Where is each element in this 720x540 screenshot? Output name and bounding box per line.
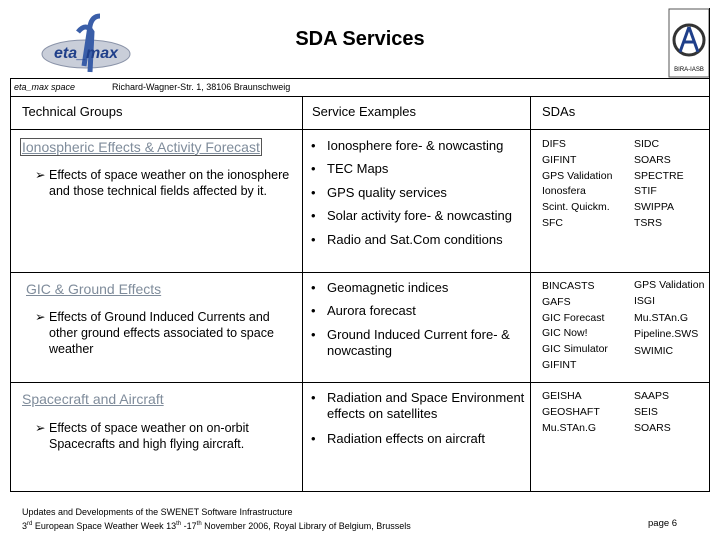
left-border [10,78,11,492]
sda-list-b [634,137,706,232]
sda-item: SEIS [634,405,658,418]
service-item: • Ionosphere fore- & nowcasting [311,138,504,153]
service-item: • Solar activity fore- & nowcasting [311,208,512,223]
sda-list-b [634,389,706,436]
sda-item: GEISHA [542,390,582,402]
column-divider-1 [302,96,303,492]
service-item: • TEC Maps [311,161,389,176]
column-header-rule [10,129,710,130]
service-item: • Geomagnetic indices [311,280,449,295]
sda-item: SWIPPA [634,201,675,214]
organization-address: Richard-Wagner-Str. 1, 38106 Braunschweig [112,82,291,92]
sda-item: GAFS [542,295,571,308]
service-item: • Radio and Sat.Com conditions [311,232,503,247]
sda-item: SPECTRE [634,169,684,182]
arrow-bullet-icon: ➢ [35,168,46,182]
service-item: • GPS quality services [311,185,447,200]
column-header-service-examples: Service Examples [312,104,417,119]
service-item: • Radiation and Space Environment effects on satellites [311,390,525,421]
column-header-sdas: SDAs [542,104,576,119]
sda-item: BINCASTS [542,280,595,292]
sda-item: ISGI [634,295,656,308]
sda-item: SWIMIC [634,344,674,357]
sda-list-a [542,389,630,436]
page-title: SDA Services [295,28,425,50]
sda-list-a [542,137,630,232]
footer-text [22,506,411,532]
sda-item: Mu.STAn.G [634,311,689,324]
service-item: • Aurora forecast [311,303,416,318]
group-description: ➢ Effects of space weather on on-orbit Spacecrafts and high flying aircraft. [35,421,249,451]
sda-item: STIF [634,185,657,198]
sda-item: TSRS [634,216,663,229]
sda-item: Scint. Quickm. [542,201,610,214]
footer-line-2: 3rd European Space Weather Week 13th -17th November 2006, Royal Library of Belgium, Brussels [22,521,411,531]
group-title: Spacecraft and Aircraft [22,391,164,407]
sda-item: DIFS [542,138,566,150]
header-rule [10,78,710,79]
sda-item: GIFINT [542,358,577,371]
service-item: • Ground Induced Current fore- & nowcasting [311,327,510,358]
table-bottom-rule [10,491,710,492]
sda-item: Mu.STAn.G [542,421,597,434]
arrow-bullet-icon: ➢ [35,310,46,324]
sda-list-a [542,279,630,374]
sda-item: SIDC [634,138,660,150]
page-number: page 6 [648,518,678,529]
sda-item: SOARS [634,421,671,434]
column-header-technical-groups: Technical Groups [22,104,123,119]
bira-logo-text: BIRA-IASB [674,67,704,73]
sda-item: SOARS [634,153,671,166]
logo-wordmark: eta_max [54,45,119,62]
sda-item: SFC [542,216,563,229]
group-description: ➢ Effects of Ground Induced Currents and other ground effects associated to space weather [35,310,274,356]
sda-list-b [634,279,708,358]
organization-name: eta_max space [14,82,76,92]
group-description: ➢ Effects of space weather on the ionosphere and those technical fields affected by it. [35,168,290,198]
sda-item: Pipeline.SWS [634,328,699,341]
sda-item: SAAPS [634,390,670,402]
sda-item: GIC Now! [542,327,588,340]
row-divider-1 [10,272,710,273]
row-divider-2 [10,382,710,383]
service-item: • Radiation effects on aircraft [311,431,486,446]
column-divider-2 [530,96,531,492]
table-top-rule [10,96,710,97]
group-title: GIC & Ground Effects [26,281,162,297]
sda-item: Ionosfera [542,185,586,198]
sda-item: GIFINT [542,153,577,166]
sda-item: GPS Validation [634,279,705,291]
footer-line-1: Updates and Developments of the SWENET Software Infrastructure [22,507,293,517]
sda-item: GEOSHAFT [542,405,600,418]
sda-item: GPS Validation [542,169,613,182]
arrow-bullet-icon: ➢ [35,421,46,435]
sda-item: GIC Simulator [542,343,608,356]
right-border [709,8,710,492]
sda-item: GIC Forecast [542,311,605,324]
group-title: Ionospheric Effects & Activity Forecast [22,139,260,155]
